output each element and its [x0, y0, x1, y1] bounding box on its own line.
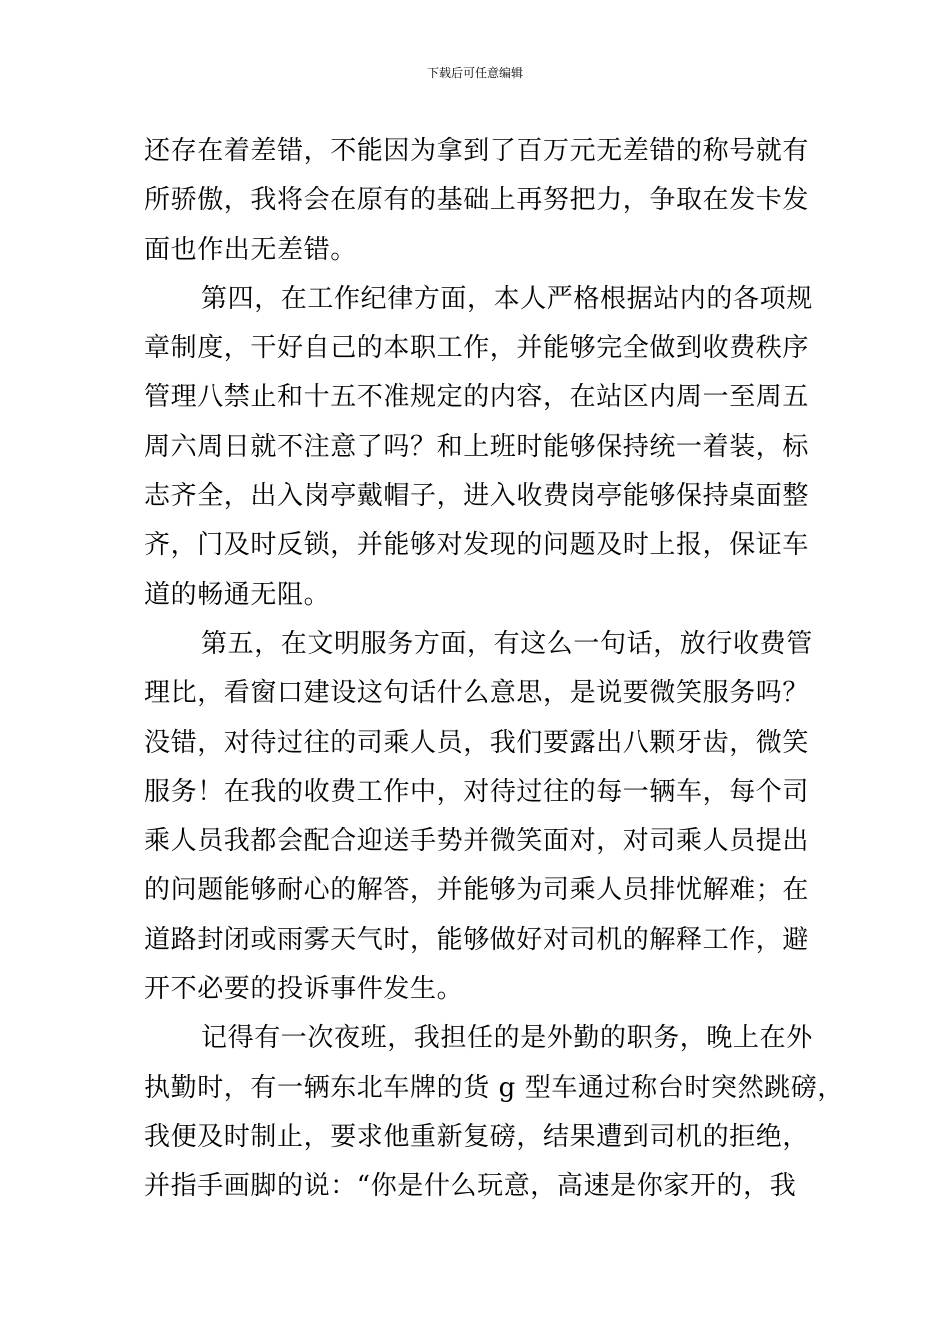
- text-line: 道路封闭或雨雾天气时，能够做好对司机的解释工作，避: [144, 924, 810, 955]
- text-line: 没错，对待过往的司乘人员，我们要露出八颗牙齿，微笑: [144, 727, 810, 758]
- text-line: 记得有一次夜班，我担任的是外勤的职务，晚上在外: [201, 1023, 813, 1054]
- text-line: 的问题能够耐心的解答，并能够为司乘人员排忧解难；在: [144, 875, 810, 906]
- text-line: 管理八禁止和十五不准规定的内容，在站区内周一至周五: [144, 382, 810, 413]
- text-line: 道的畅通无阻。: [144, 579, 331, 610]
- text-line: 开不必要的投诉事件发生。: [144, 974, 464, 1005]
- paragraph-work-discipline: [144, 275, 813, 620]
- text-line: 第四，在工作纪律方面，本人严格根据站内的各项规: [201, 283, 813, 314]
- text-line: 第五，在文明服务方面，有这么一句话，放行收费管: [201, 628, 813, 659]
- text-line: 志齐全，出入岗亭戴帽子，进入收费岗亭能够保持桌面整: [144, 481, 810, 512]
- text-line: 章制度，干好自己的本职工作，并能够完全做到收费秩序: [144, 333, 810, 364]
- paragraph-continuation: [144, 127, 808, 275]
- text-line: 还存在着差错，不能因为拿到了百万元无差错的称号就有: [144, 136, 810, 166]
- text-line: 执勤时，有一辆东北车牌的货 g 型车通过称台时突然跳磅，: [144, 1072, 844, 1103]
- paragraph-civilized-service: [144, 620, 813, 1014]
- document-body: [144, 127, 844, 1212]
- text-line: 齐，门及时反锁，并能够对发现的问题及时上报，保证车: [144, 530, 810, 561]
- text-line: 服务！在我的收费工作中，对待过往的每一辆车，每个司: [144, 776, 810, 807]
- text-line: 并指手画脚的说：“你是什么玩意，高速是你家开的，我: [144, 1171, 797, 1202]
- page-header: 下载后可任意编辑: [426, 66, 523, 80]
- text-line: 乘人员我都会配合迎送手势并微笑面对，对司乘人员提出: [144, 826, 810, 857]
- text-line: 面也作出无差错。: [144, 234, 357, 265]
- text-line: 理比，看窗口建设这句话什么意思，是说要微笑服务吗？: [144, 678, 810, 709]
- paragraph-night-shift-story: [144, 1014, 844, 1211]
- text-line: 所骄傲，我将会在原有的基础上再努把力，争取在发卡发: [144, 185, 810, 216]
- text-line: 我便及时制止，要求他重新复磅，结果遭到司机的拒绝，: [144, 1121, 810, 1152]
- text-line: 周六周日就不注意了吗？和上班时能够保持统一着装，标: [144, 431, 810, 462]
